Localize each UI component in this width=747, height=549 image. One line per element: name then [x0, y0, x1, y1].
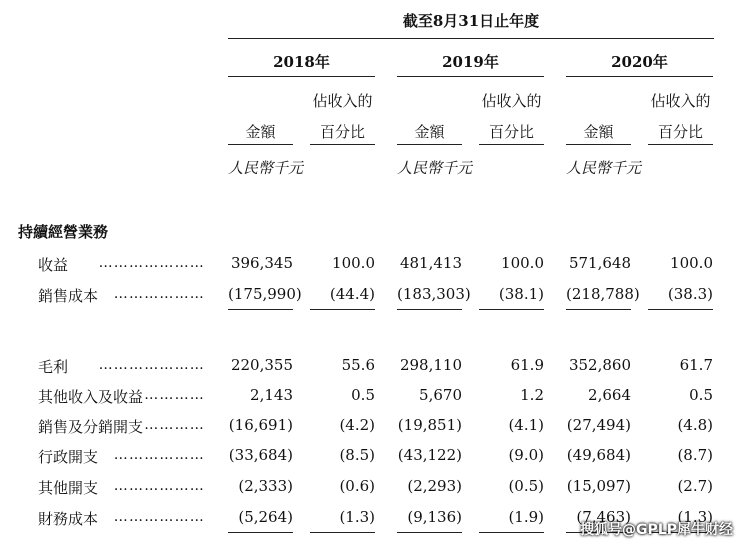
amount-cell: 298,110: [399, 356, 462, 374]
percent-cell: (38.3): [667, 285, 713, 303]
unit-label-2019: 人民幣千元: [397, 159, 473, 177]
row-leader-dots: ………………: [113, 447, 205, 463]
row-label: 收益: [38, 256, 69, 274]
row-leader-dots: …………: [144, 417, 205, 433]
period-heading: 截至8月31日止年度: [402, 12, 540, 30]
percent-cell: (1.9): [508, 508, 544, 526]
amount-cell: (2,333): [238, 477, 293, 495]
percent-cell: (44.4): [329, 285, 375, 303]
percent-cell: (1.3): [339, 508, 375, 526]
row-leader-dots: …………: [144, 387, 205, 403]
subtotal-rule: [397, 532, 462, 533]
unit-label-2020: 人民幣千元: [566, 159, 642, 177]
amount-cell: (2,293): [407, 477, 462, 495]
row-label: 行政開支: [38, 448, 99, 466]
row-label: 其他開支: [38, 479, 99, 497]
unit-label-2018: 人民幣千元: [228, 159, 304, 177]
pct-header-2018-line2: 百分比: [319, 123, 365, 141]
amount-cell: (175,990): [228, 285, 302, 303]
watermark: 搜狐号@GPLP犀牛财经: [580, 522, 733, 538]
percent-cell: 0.5: [689, 386, 713, 404]
subtotal-rule: [310, 309, 375, 310]
amount-cell: 352,860: [568, 356, 631, 374]
year-2018-underline: [228, 76, 375, 77]
year-2018-heading: 2018年: [273, 53, 330, 71]
amount-cell: (19,851): [397, 416, 462, 434]
row-leader-dots: ………………: [113, 286, 205, 302]
percent-cell: (9.0): [508, 446, 544, 464]
amount-cell: (218,788): [566, 285, 640, 303]
percent-cell: 61.9: [510, 356, 544, 374]
amount-cell: 2,143: [250, 386, 293, 404]
year-2020-underline: [566, 76, 713, 77]
row-leader-dots: ………………: [113, 509, 205, 525]
amount-cell: (183,303): [397, 285, 471, 303]
amount-cell: 5,670: [419, 386, 462, 404]
amount-cell: (9,136): [407, 508, 462, 526]
pct-header-2020: 佔收入的: [650, 92, 711, 110]
row-label: 銷售及分銷開支: [38, 418, 144, 436]
subtotal-rule: [479, 309, 544, 310]
subheader-underline: [228, 144, 293, 145]
year-2019-heading: 2019年: [442, 53, 499, 71]
amount-header-2019: 金額: [414, 123, 445, 141]
subtotal-rule: [228, 309, 293, 310]
amount-cell: (49,684): [566, 446, 631, 464]
amount-cell: (7,463): [576, 508, 631, 526]
percent-cell: 55.6: [341, 356, 375, 374]
row-leader-dots: ………………: [113, 478, 205, 494]
subtotal-rule: [648, 309, 713, 310]
percent-cell: (0.5): [508, 477, 544, 495]
amount-cell: 481,413: [399, 254, 462, 272]
subtotal-rule: [566, 309, 631, 310]
percent-cell: (4.1): [508, 416, 544, 434]
subtotal-rule: [310, 532, 375, 533]
pct-header-2018: 佔收入的: [312, 92, 373, 110]
pct-header-2019-line2: 百分比: [488, 123, 534, 141]
section-title: 持續經營業務: [18, 223, 109, 241]
row-leader-dots: …………………: [98, 357, 205, 373]
percent-cell: 100.0: [670, 254, 713, 272]
amount-cell: (27,494): [566, 416, 631, 434]
subheader-underline: [479, 144, 544, 145]
amount-header-2020: 金額: [583, 123, 614, 141]
percent-cell: (1.3): [677, 508, 713, 526]
row-label: 財務成本: [38, 510, 99, 528]
row-label: 銷售成本: [38, 287, 99, 305]
row-label: 其他收入及收益: [38, 388, 144, 406]
amount-cell: 571,648: [568, 254, 631, 272]
subtotal-rule: [479, 532, 544, 533]
pct-header-2020-line2: 百分比: [657, 123, 703, 141]
percent-cell: (8.7): [677, 446, 713, 464]
percent-cell: 0.5: [351, 386, 375, 404]
amount-cell: 220,355: [230, 356, 293, 374]
row-leader-dots: …………………: [98, 255, 205, 271]
percent-cell: 1.2: [520, 386, 544, 404]
amount-cell: (15,097): [566, 477, 631, 495]
percent-cell: (4.8): [677, 416, 713, 434]
amount-cell: (33,684): [228, 446, 293, 464]
amount-cell: (43,122): [397, 446, 462, 464]
percent-cell: 100.0: [332, 254, 375, 272]
pct-header-2019: 佔收入的: [481, 92, 542, 110]
subheader-underline: [310, 144, 375, 145]
year-2019-underline: [397, 76, 544, 77]
amount-cell: (5,264): [238, 508, 293, 526]
percent-cell: 61.7: [679, 356, 713, 374]
subtotal-rule: [397, 309, 462, 310]
subheader-underline: [648, 144, 713, 145]
percent-cell: (4.2): [339, 416, 375, 434]
period-underline: [228, 38, 714, 39]
subtotal-rule: [228, 532, 293, 533]
percent-cell: 100.0: [501, 254, 544, 272]
percent-cell: (38.1): [498, 285, 544, 303]
year-2020-heading: 2020年: [611, 53, 668, 71]
amount-cell: (16,691): [228, 416, 293, 434]
percent-cell: (2.7): [677, 477, 713, 495]
percent-cell: (8.5): [339, 446, 375, 464]
subheader-underline: [566, 144, 631, 145]
amount-header-2018: 金額: [245, 123, 276, 141]
row-label: 毛利: [38, 358, 69, 376]
amount-cell: 396,345: [230, 254, 293, 272]
amount-cell: 2,664: [588, 386, 631, 404]
percent-cell: (0.6): [339, 477, 375, 495]
subheader-underline: [397, 144, 462, 145]
